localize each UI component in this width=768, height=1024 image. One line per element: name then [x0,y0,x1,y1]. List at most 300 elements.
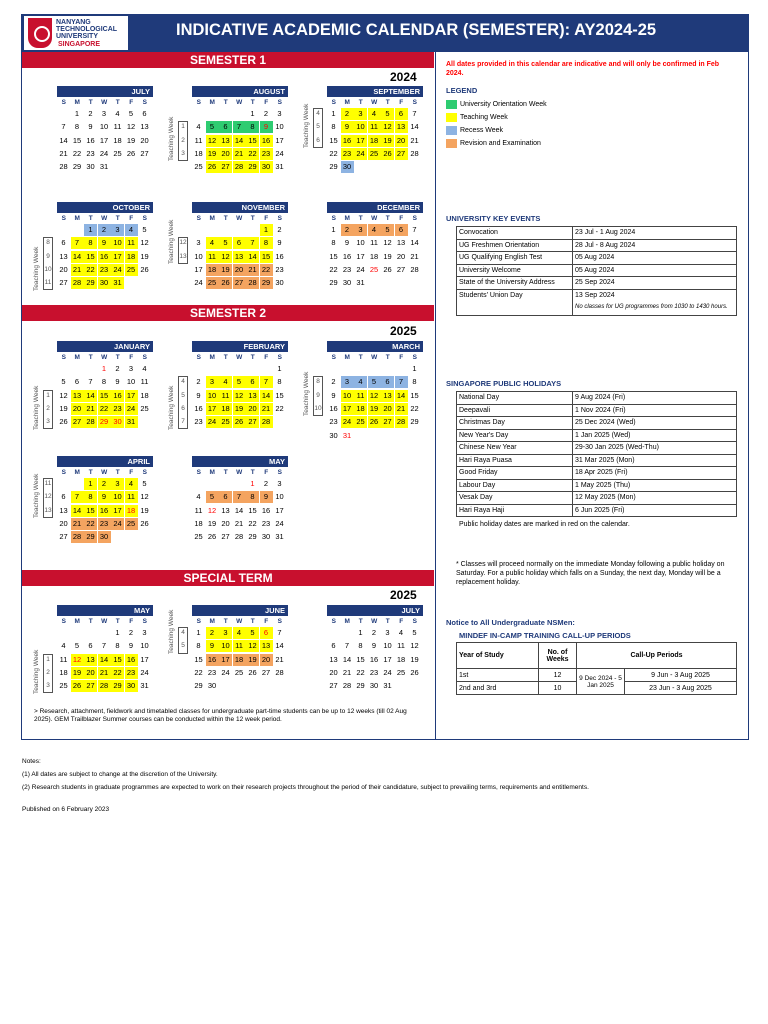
holiday-date: 12 May 2025 (Mon) [573,492,737,505]
calendar-day: 29 [111,680,124,692]
calendar-day: 22 [329,264,338,274]
calendar-day: 8 [358,641,363,651]
calendar-day: 2 [115,364,120,373]
calendar-day: 22 [356,667,365,677]
calendar-day: 1 [277,364,282,373]
weekday-label: S [196,215,201,222]
calendar-day: 31 [383,681,392,691]
semester-band: SPECIAL TERM [22,570,434,586]
weekday-label: S [277,354,282,361]
calendar-day: 1 [250,109,255,118]
month-calendar [57,341,153,431]
calendar-day: 28 [98,680,111,692]
calendar-day: 1 [358,628,363,637]
month-name: MAY [192,456,288,467]
calendar-day: 20 [219,148,232,160]
calendar-day: 27 [396,264,406,274]
logo-line: SINGAPORE [58,41,101,48]
teaching-week-number: 5 [316,123,320,131]
calendar-day: 22 [329,148,338,158]
calendar-day: 20 [233,264,246,276]
calendar-day: 19 [140,505,149,515]
calendar-day: 24 [275,518,284,528]
weekday-label: T [88,215,93,222]
calendar-day: 22 [98,403,111,415]
calendar-day: 7 [61,122,66,132]
calendar-day: 23 [86,148,95,158]
calendar-day: 31 [125,416,138,428]
teaching-week-label: Teaching Week [168,609,175,654]
calendar-day: 30 [207,681,217,691]
teaching-week-number: 10 [44,265,52,273]
weekday-label: T [358,215,363,222]
calendar-day: 16 [369,654,379,664]
calendar-day: 25 [194,532,203,542]
calendar-day: 21 [342,667,352,677]
calendar-day: 8 [115,641,120,651]
weekday-label: T [115,354,120,361]
teaching-week-number: 9 [316,391,320,399]
calendar-day: 8 [84,237,97,249]
calendar-day: 11 [194,505,203,515]
calendar-day: 18 [113,135,122,145]
calendar-day: 5 [74,641,80,651]
month-name: APRIL [57,456,153,467]
calendar-day: 19 [246,654,259,666]
calendar-day: 21 [71,518,84,530]
calendar-day: 21 [275,654,284,664]
calendar-day: 28 [275,667,284,677]
table-row [457,392,737,405]
calendar-day: 7 [412,109,417,118]
calendar-day: 7 [71,491,84,503]
weekday-label: T [88,469,93,476]
calendar-day: 22 [410,403,419,413]
calendar-day: 9 [371,641,377,651]
calendar-day: 14 [234,505,244,515]
weekday-label: F [264,215,269,222]
calendar-day: 26 [71,680,84,692]
legend-label: Teaching Week [460,114,508,121]
calendar-day: 1 [84,224,97,236]
calendar-day: 2 [341,224,354,236]
logo-line: TECHNOLOGICAL [56,26,118,33]
calendar-day: 28 [342,681,352,691]
table-row [457,239,737,252]
teaching-week-number: 12 [179,239,187,247]
calendar-day: 13 [260,640,273,652]
notes [22,755,589,794]
holiday-name: New Year's Day [457,429,573,442]
holiday-name: National Day [457,392,573,405]
calendar-day: 20 [246,403,259,415]
calendar-day: 24 [99,148,109,158]
weekday-label: S [277,215,282,222]
weekday-label: F [264,469,269,476]
calendar-day: 31 [111,277,124,289]
calendar-day: 11 [125,491,138,503]
disclaimer: All dates provided in this calendar are indicative and will only be confirmed in Feb 2024. [446,61,720,77]
weekday-label: M [209,618,215,625]
calendar-day: 20 [221,518,230,528]
teaching-week-number: 3 [46,682,50,690]
teaching-week-label: Teaching Week [33,385,40,430]
calendar-day: 27 [233,277,246,289]
calendar-day: 14 [98,654,111,666]
weekday-label: F [399,618,404,625]
calendar-day: 16 [329,403,338,413]
weekday-label: F [129,469,134,476]
calendar-day: 1 [412,364,417,373]
calendar-day: 17 [275,505,284,515]
calendar-day: 25 [206,277,219,289]
calendar-day: 2 [196,377,201,387]
teaching-week-number: 12 [44,493,52,501]
calendar-day: 19 [207,518,217,528]
calendar-day: 17 [219,654,232,666]
weekday-label: T [250,99,255,106]
weekday-label: T [385,215,390,222]
calendar-day: 17 [206,403,219,415]
weekday-label: W [101,618,108,625]
calendar-day: 23 [260,148,273,160]
calendar-day: 17 [383,654,392,664]
calendar-day: 20 [395,135,408,147]
calendar-day: 30 [86,162,95,172]
calendar-day: 2 [331,377,336,387]
holiday-date: 31 Mar 2025 (Mon) [573,454,737,467]
calendar-day: 23 [98,518,111,530]
event-date: 13 Sep 2024 No classes for UG programmes from 1030 to 1430 hours. [573,289,737,315]
teaching-week-label: Teaching Week [33,246,40,291]
calendar-day: 29 [72,162,82,172]
calendar-day: 17 [140,654,149,664]
weekday-label: T [385,618,390,625]
calendar-day: 9 [331,390,336,400]
teaching-week-number: 13 [179,252,187,260]
calendar-day: 13 [140,122,149,132]
calendar-day: 22 [111,667,124,679]
calendar-day: 5 [142,479,147,488]
calendar-day: 14 [84,390,97,402]
holiday-name: Good Friday [457,467,573,480]
cu-cell: 23 Jun - 3 Aug 2025 [625,682,737,695]
holiday-name: Hari Raya Puasa [457,454,573,467]
calendar-day: 11 [370,238,378,248]
weekday-label: W [101,99,108,106]
month-calendar [327,341,423,440]
event-name: Students' Union Day [457,289,573,315]
su-note: No classes for UG programmes from 1030 to 1430 hours. [575,303,728,310]
month-calendar [192,605,288,695]
month-calendar [192,341,288,431]
calendar-day: 8 [331,122,336,132]
calendar-day: 15 [410,390,419,400]
weekday-label: M [209,469,215,476]
calendar-day: 5 [206,121,219,133]
calendar-day: 14 [275,641,284,651]
calendar-day: 12 [368,390,381,402]
calendar-day: 5 [206,491,219,503]
calendar-day: 13 [395,121,408,133]
calendar-day: 19 [233,403,246,415]
teaching-week-label: Teaching Week [168,219,175,264]
calendar-day: 13 [329,654,338,664]
weekday-label: T [223,618,228,625]
month-name: JULY [57,86,153,97]
calendar-day: 22 [72,148,82,158]
calendar-day: 12 [140,238,149,248]
calendar-day: 16 [260,135,273,147]
month-calendar [192,456,288,546]
calendar-day: 7 [71,237,84,249]
legend-swatch [446,126,457,135]
teaching-week-label: Teaching Week [33,649,40,694]
calendar-day: 11 [59,654,68,664]
holiday-name: Hari Raya Haji [457,504,573,517]
calendar-day: 12 [71,654,84,666]
calendar-day: 15 [248,505,257,515]
calendar-day: 10 [206,390,219,402]
calendar-day: 21 [71,264,84,276]
weekday-label: T [115,469,120,476]
calendar-day: 26 [368,416,381,428]
calendar-day: 22 [248,518,257,528]
cu-header: Year of Study [457,643,539,669]
calendar-day: 28 [410,148,419,158]
weekday-label: T [358,354,363,361]
calendar-day: 11 [113,122,122,132]
teaching-week-number: 3 [181,149,185,157]
calendar-day: 21 [234,518,244,528]
calendar-day: 1 [196,628,201,637]
calendar-day: 18 [354,403,367,415]
holiday-date: 25 Dec 2024 (Wed) [573,417,737,430]
calendar-day: 3 [196,238,201,248]
calendar-day: 11 [194,135,203,145]
calendar-day: 4 [142,364,147,373]
calendar-day: 15 [98,390,111,402]
calendar-day: 10 [354,121,367,133]
calendar-day: 10 [275,492,284,502]
calendar-day: 17 [354,135,367,147]
calendar-day: 8 [196,641,201,651]
calendar-day: 25 [125,518,138,530]
calendar-day: 13 [381,390,394,402]
calendar-day: 25 [125,264,138,276]
cu-cell: 2nd and 3rd [457,682,539,695]
calendar-day: 4 [125,224,138,236]
calendar-day: 7 [233,121,246,133]
calendar-day: 9 [341,121,354,133]
calendar-day: 3 [101,109,107,118]
calendar-day: 11 [206,251,219,263]
calendar-day: 29 [98,416,111,428]
calendar-day: 3 [341,376,354,388]
calendar-day: 2 [98,224,111,236]
calendar-day: 6 [219,491,232,503]
month-name: JULY [327,605,423,616]
calendar-day: 17 [341,403,354,415]
calendar-day: 28 [234,532,244,542]
section-year: 2025 [390,324,417,338]
ntu-shield-icon [28,18,52,48]
table-row [457,404,737,417]
calendar-day: 9 [128,641,134,651]
calendar-day: 6 [246,376,259,388]
calendar-day: 2 [98,478,111,490]
month-calendar [327,202,423,292]
weekday-label: S [61,215,66,222]
calendar-day: 27 [329,681,338,691]
holiday-date: 29-30 Jan 2025 (Wed-Thu) [573,442,737,455]
calendar-day: 27 [261,667,271,677]
calendar-day: 7 [395,376,408,388]
teaching-week-number: 2 [46,404,50,412]
calendar-day: 27 [221,532,230,542]
calendar-day: 8 [84,491,97,503]
calendar-day: 10 [140,641,149,651]
teaching-week-label: Teaching Week [303,103,310,148]
calendar-day: 29 [260,277,273,289]
calendar-day: 1 [74,109,80,118]
calendar-day: 31 [275,162,284,172]
calendar-day: 15 [84,251,97,263]
teaching-week-number: 1 [181,123,185,131]
calendar-day: 2 [277,225,282,234]
teaching-week-number: 7 [181,418,185,426]
calendar-day: 19 [59,403,68,413]
table-row [457,504,737,517]
holidays-note: Public holiday dates are marked in red on the calendar. [459,521,630,528]
calendar-day: 18 [125,251,138,263]
calendar-day: 13 [396,238,406,248]
calendar-day: 10 [356,238,365,248]
calendar-day: 23 [329,417,338,427]
calendar-day: 12 [206,135,219,147]
calendar-day: 13 [71,390,84,402]
calendar-day: 12 [246,640,259,652]
calendar-day: 29 [410,417,419,427]
calendar-day: 14 [246,251,259,263]
weekday-label: T [223,99,228,106]
month-calendar [192,202,288,292]
weekday-label: M [209,99,215,106]
calendar-day: 6 [331,641,336,651]
calendar-day: 29 [248,532,257,542]
calendar-day: 6 [260,627,273,639]
month-calendar [57,202,153,292]
teaching-week-number: 4 [316,110,320,117]
weekday-label: T [385,354,390,361]
legend-item [446,139,544,148]
calendar-day: 21 [260,403,273,415]
calendar-day: 6 [88,641,93,651]
weekday-label: T [223,215,228,222]
weekday-label: T [358,99,363,106]
calendar-day: 1 [260,224,273,236]
calendar-day: 2 [263,479,269,488]
calendar-day: 1 [84,478,97,490]
teaching-week-number: 6 [316,136,320,144]
event-date: 28 Jul - 8 Aug 2024 [573,239,737,252]
ntu-logo [24,16,128,50]
calendar-day: 6 [395,108,408,120]
calendar-day: 12 [219,251,232,263]
weekday-label: M [74,215,80,222]
calendar-day: 29 [329,278,338,288]
calendar-day: 14 [260,390,273,402]
calendar-day: 18 [396,654,406,664]
calendar-day: 12 [381,121,394,133]
calendar-day: 29 [356,681,365,691]
calendar-day: 20 [59,518,68,528]
month-name: AUGUST [192,86,288,97]
calendar-day: 11 [233,640,246,652]
calendar-day: 26 [59,417,68,427]
month-name: MAY [57,605,153,616]
month-name: OCTOBER [57,202,153,213]
calendar-day: 16 [125,654,138,666]
published-date: Published on 6 February 2023 [22,806,110,813]
event-name: University Welcome [457,264,573,277]
weekday-label: F [264,99,269,106]
calendar-day: 2 [341,108,354,120]
calendar-day: 26 [219,277,232,289]
calendar-day: 3 [111,224,124,236]
weekday-label: T [115,99,120,106]
calendar-day: 21 [395,403,408,415]
calendar-day: 26 [126,148,136,158]
calendar-day: 14 [59,135,68,145]
weekday-label: T [250,469,255,476]
weekday-label: T [88,354,93,361]
calendar-day: 8 [246,491,259,503]
calendar-day: 30 [111,416,124,428]
calendar-day: 4 [61,641,66,651]
legend-swatch [446,113,457,122]
calendar-day: 30 [275,278,284,288]
calendar-day: 24 [111,264,124,276]
calendar-day: 4 [125,478,138,490]
event-name: State of the University Address [457,277,573,290]
legend-item [446,126,506,135]
calendar-day: 18 [233,654,246,666]
cu-header: Call-Up Periods [577,643,737,669]
calendar-day: 13 [59,251,68,261]
calendar-day: 4 [219,376,232,388]
calendar-day: 28 [71,277,84,289]
weekday-label: S [61,618,66,625]
calendar-day: 24 [221,667,230,677]
month-name: NOVEMBER [192,202,288,213]
weekday-label: S [196,469,201,476]
holiday-name: Christmas Day [457,417,573,430]
callup-table [456,642,737,695]
weekday-label: T [115,618,120,625]
calendar-day: 13 [246,390,259,402]
calendar-day: 20 [140,135,149,145]
calendar-day: 8 [101,377,107,387]
calendar-day: 25 [369,264,379,274]
calendar-day: 16 [341,135,354,147]
calendar-day: 30 [98,531,111,543]
calendar-day: 9 [277,238,282,248]
calendar-day: 31 [140,681,149,691]
calendar-day: 30 [260,161,273,173]
weekday-label: T [250,215,255,222]
calendar-day: 3 [354,224,367,236]
